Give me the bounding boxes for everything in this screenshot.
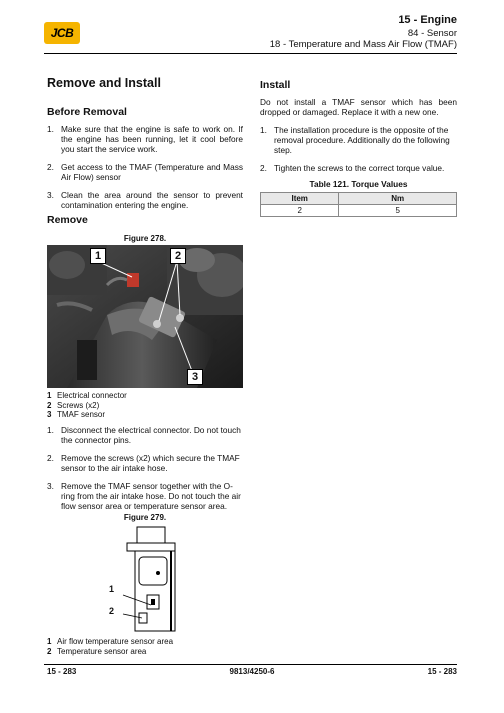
list-item: 2. Get access to the TMAF (Temperature and Mass Air Flow) sensor bbox=[47, 162, 243, 182]
jcb-logo bbox=[44, 22, 80, 44]
figure-278-photo bbox=[47, 245, 243, 388]
before-removal-steps bbox=[47, 124, 243, 218]
callout-3: 3 bbox=[187, 369, 203, 385]
list-item: 3. Clean the area around the sensor to prevent contamination entering the engine. bbox=[47, 190, 243, 210]
col-header-nm: Nm bbox=[339, 193, 457, 205]
list-item: 1. Make sure that the engine is safe to work on. If the engine has been running, let it cool before you start the service work. bbox=[47, 124, 243, 154]
footer-page-right: 15 - 283 bbox=[427, 667, 457, 676]
logo-text: JCB bbox=[50, 26, 74, 40]
callout-1: 1 bbox=[109, 584, 115, 594]
list-item: 1. Disconnect the electrical connector. Do not touch the connector pins. bbox=[47, 425, 241, 445]
engine-photo-illustration bbox=[47, 245, 243, 388]
before-removal-heading: Before Removal bbox=[47, 106, 127, 118]
legend-item: 3 TMAF sensor bbox=[47, 410, 106, 419]
install-intro: Do not install a TMAF sensor which has been dropped or damaged. Replace it with a new one. bbox=[260, 97, 457, 117]
callout-2: 2 bbox=[109, 606, 115, 616]
install-steps bbox=[260, 125, 457, 181]
list-item: 3. Remove the TMAF sensor together with the O-ring from the air intake hose. Do not touch the air flow sensor area or temperature sensor area. bbox=[47, 481, 241, 511]
col-header-item: Item bbox=[261, 193, 339, 205]
subsection-title: 18 - Temperature and Mass Air Flow (TMAF) bbox=[269, 39, 457, 50]
legend-item: 1 Electrical connector bbox=[47, 391, 127, 400]
section-title: 84 - Sensor bbox=[407, 28, 457, 39]
list-item: 1. The installation procedure is the opposite of the removal procedure. Additionally do the following step. bbox=[260, 125, 450, 155]
tmaf-sensor-illustration bbox=[95, 525, 205, 635]
legend-item: 2 Temperature sensor area bbox=[47, 646, 147, 656]
table-cell: 5 bbox=[339, 205, 457, 217]
list-item: 2. Tighten the screws to the correct torque value. bbox=[260, 163, 445, 173]
legend-item: 2 Screws (x2) bbox=[47, 400, 100, 410]
figure-278-legend bbox=[47, 391, 243, 420]
table-header-row bbox=[261, 193, 457, 205]
figure-279-caption: Figure 279. bbox=[123, 513, 167, 522]
figure-279-legend bbox=[47, 637, 243, 656]
footer-doc-number: 9813/4250-6 bbox=[229, 667, 275, 676]
table-cell: 2 bbox=[261, 205, 339, 217]
figure-279-drawing bbox=[95, 525, 205, 635]
chapter-title: 15 - Engine bbox=[398, 14, 457, 26]
header-rule bbox=[44, 53, 457, 54]
footer-rule bbox=[44, 664, 457, 665]
page-title: Remove and Install bbox=[47, 76, 161, 90]
legend-item: 1 Air flow temperature sensor area bbox=[47, 637, 174, 646]
list-item: 2. Remove the screws (x2) which secure the TMAF sensor to the air intake hose. bbox=[47, 453, 240, 473]
figure-278-caption: Figure 278. bbox=[123, 234, 167, 243]
callout-1: 1 bbox=[90, 248, 106, 264]
torque-table-caption: Table 121. Torque Values bbox=[309, 179, 408, 189]
table-row bbox=[261, 205, 457, 217]
torque-table bbox=[260, 192, 457, 217]
remove-heading: Remove bbox=[47, 214, 88, 226]
remove-steps bbox=[47, 425, 243, 519]
footer-page-left: 15 - 283 bbox=[47, 667, 77, 676]
install-heading: Install bbox=[260, 79, 291, 91]
callout-2: 2 bbox=[170, 248, 186, 264]
